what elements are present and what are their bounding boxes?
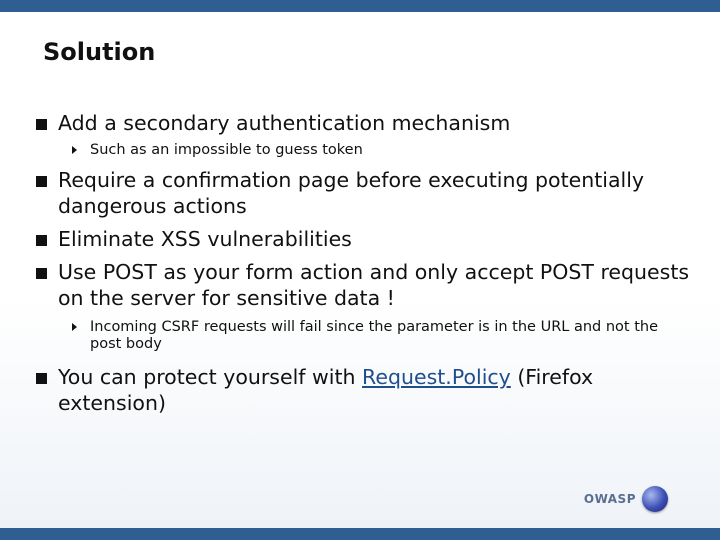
bullet-1	[34, 110, 694, 136]
square-bullet-icon	[36, 235, 47, 246]
triangle-bullet-icon	[72, 146, 77, 154]
logo-text: OWASP	[583, 492, 636, 506]
owasp-logo	[584, 486, 668, 512]
globe-icon	[642, 486, 668, 512]
bullet-2	[34, 167, 694, 219]
sub-bullet-1	[90, 142, 694, 159]
triangle-bullet-icon	[72, 323, 77, 331]
bullet-3	[34, 226, 694, 252]
request-policy-link[interactable]: Request.Policy	[362, 365, 511, 389]
bullet-2-text: Require a confirmation page before executing potentially dangerous actions	[58, 168, 645, 218]
top-accent-bar	[0, 0, 720, 12]
bullet-5-text-after: (Firefox extension)	[58, 365, 594, 415]
bottom-accent-bar	[0, 528, 720, 540]
slide-content	[34, 110, 694, 416]
slide-title: Solution	[43, 38, 156, 66]
sub-bullet-4-text: Incoming CSRF requests will fail since the parameter is in the URL and not the post body	[90, 319, 658, 352]
bullet-1-text: Add a secondary authentication mechanism	[58, 111, 511, 135]
bullet-5-text-before: You can protect yourself with	[58, 365, 363, 389]
bullet-4	[34, 259, 694, 311]
sub-bullet-1-text: Such as an impossible to guess token	[90, 142, 363, 158]
bullet-4-text: Use POST as your form action and only accept POST requests on the server for sensitive data !	[58, 260, 690, 310]
square-bullet-icon	[36, 119, 47, 130]
square-bullet-icon	[36, 268, 47, 279]
sub-bullet-4	[90, 319, 690, 353]
bullet-3-text: Eliminate XSS vulnerabilities	[58, 227, 352, 251]
square-bullet-icon	[36, 373, 47, 384]
square-bullet-icon	[36, 176, 47, 187]
bullet-5	[34, 364, 694, 416]
